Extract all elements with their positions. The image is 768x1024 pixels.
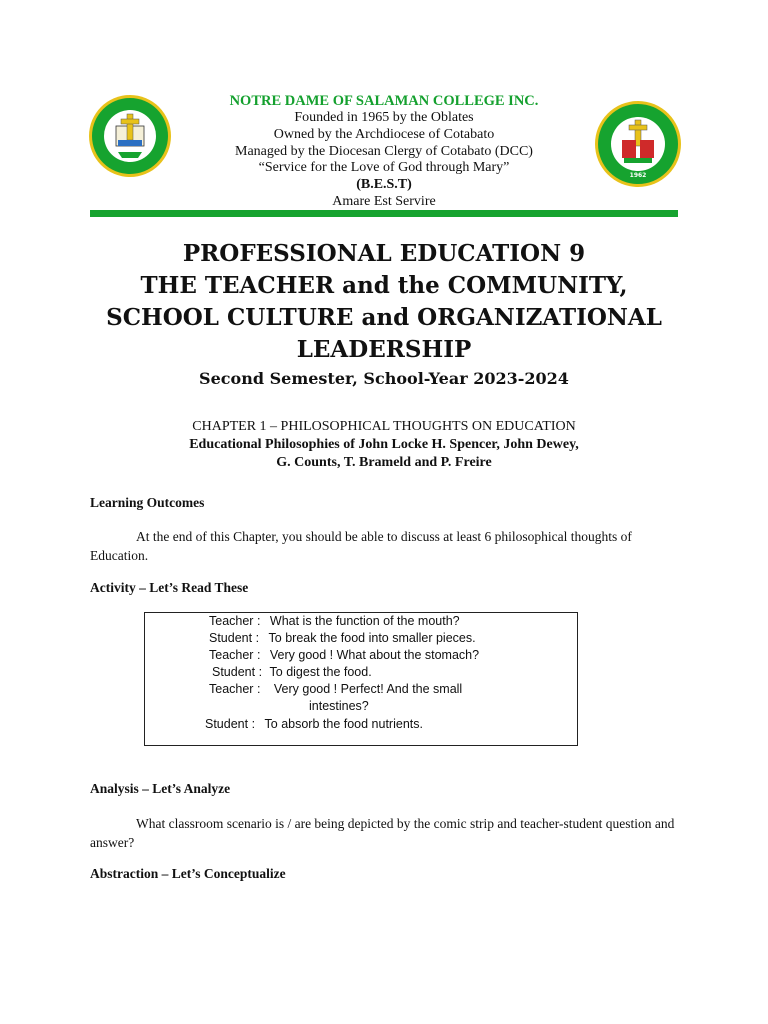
dialog-box xyxy=(144,612,578,746)
chapter-heading xyxy=(90,418,678,472)
chapter-subtitle-2: G. Counts, T. Brameld and P. Freire xyxy=(276,455,492,470)
dialog-row xyxy=(205,717,423,731)
dialog-speaker: Student : xyxy=(205,717,256,731)
chapter-subtitle-1: Educational Philosophies of John Locke H. Spencer, John Dewey, xyxy=(189,437,579,452)
college-seal-left xyxy=(88,94,172,178)
dialog-row xyxy=(209,648,479,662)
header-divider xyxy=(90,210,678,217)
semester-line: Second Semester, School-Year 2023-2024 xyxy=(199,369,569,388)
title-line-3: SCHOOL CULTURE and ORGANIZATIONAL xyxy=(106,304,662,331)
dialog-speaker: Student : xyxy=(212,665,263,679)
owned-line: Owned by the Archdiocese of Cotabato xyxy=(273,126,495,142)
dialog-line: To digest the food. xyxy=(269,665,372,679)
title-line-2: THE TEACHER and the COMMUNITY, xyxy=(140,272,628,299)
chapter-title: CHAPTER 1 – PHILOSOPHICAL THOUGHTS ON EDUCATION xyxy=(192,419,576,434)
analysis-heading: Analysis – Let’s Analyze xyxy=(90,781,231,796)
dialog-line: intestines? xyxy=(309,699,369,713)
dialog-line: What is the function of the mouth? xyxy=(269,614,460,628)
learning-outcomes-body: At the end of this Chapter, you should be able to discuss at least 6 philosophical thoughts of Education. xyxy=(90,529,632,563)
title-line-4: LEADERSHIP xyxy=(296,336,472,363)
founded-line: Founded in 1965 by the Oblates xyxy=(294,110,474,125)
dialog-line: Very good ! Perfect! And the small xyxy=(273,682,463,696)
dialog-row xyxy=(309,699,369,713)
latin-motto: Amare Est Servire xyxy=(332,193,436,209)
analysis-text xyxy=(90,814,680,852)
college-header xyxy=(180,92,588,211)
acronym: (B.E.S.T) xyxy=(356,177,412,193)
course-title xyxy=(60,238,708,390)
dialog-row xyxy=(209,631,476,645)
dialog-row xyxy=(209,614,460,628)
title-line-1: PROFESSIONAL EDUCATION 9 xyxy=(182,240,586,267)
dialog-speaker: Teacher : xyxy=(209,682,261,696)
dialog-line: To break the food into smaller pieces. xyxy=(268,631,476,645)
managed-line: Managed by the Diocesan Clergy of Cotabato (DCC) xyxy=(235,143,533,159)
learning-outcomes-heading: Learning Outcomes xyxy=(90,495,205,510)
dialog-row xyxy=(212,665,372,679)
dialog-speaker: Student : xyxy=(209,631,260,645)
college-name: NOTRE DAME OF SALAMAN COLLEGE INC. xyxy=(229,93,539,109)
learning-outcomes-text xyxy=(90,527,680,565)
dialog-speaker: Teacher : xyxy=(209,648,261,662)
abstraction-heading: Abstraction – Let’s Conceptualize xyxy=(90,866,286,881)
seal-year: 1962 xyxy=(629,172,647,179)
dialog-line: Very good ! What about the stomach? xyxy=(269,648,480,662)
dialog-row xyxy=(209,682,462,696)
school-seal-right xyxy=(594,100,682,188)
dialog-speaker: Teacher : xyxy=(209,614,261,628)
dialog-line: To absorb the food nutrients. xyxy=(264,717,423,731)
activity-heading: Activity – Let’s Read These xyxy=(90,580,249,595)
motto-quote: “Service for the Love of God through Mary” xyxy=(258,160,510,176)
analysis-body: What classroom scenario is / are being depicted by the comic strip and teacher-student question and answer? xyxy=(90,816,675,850)
